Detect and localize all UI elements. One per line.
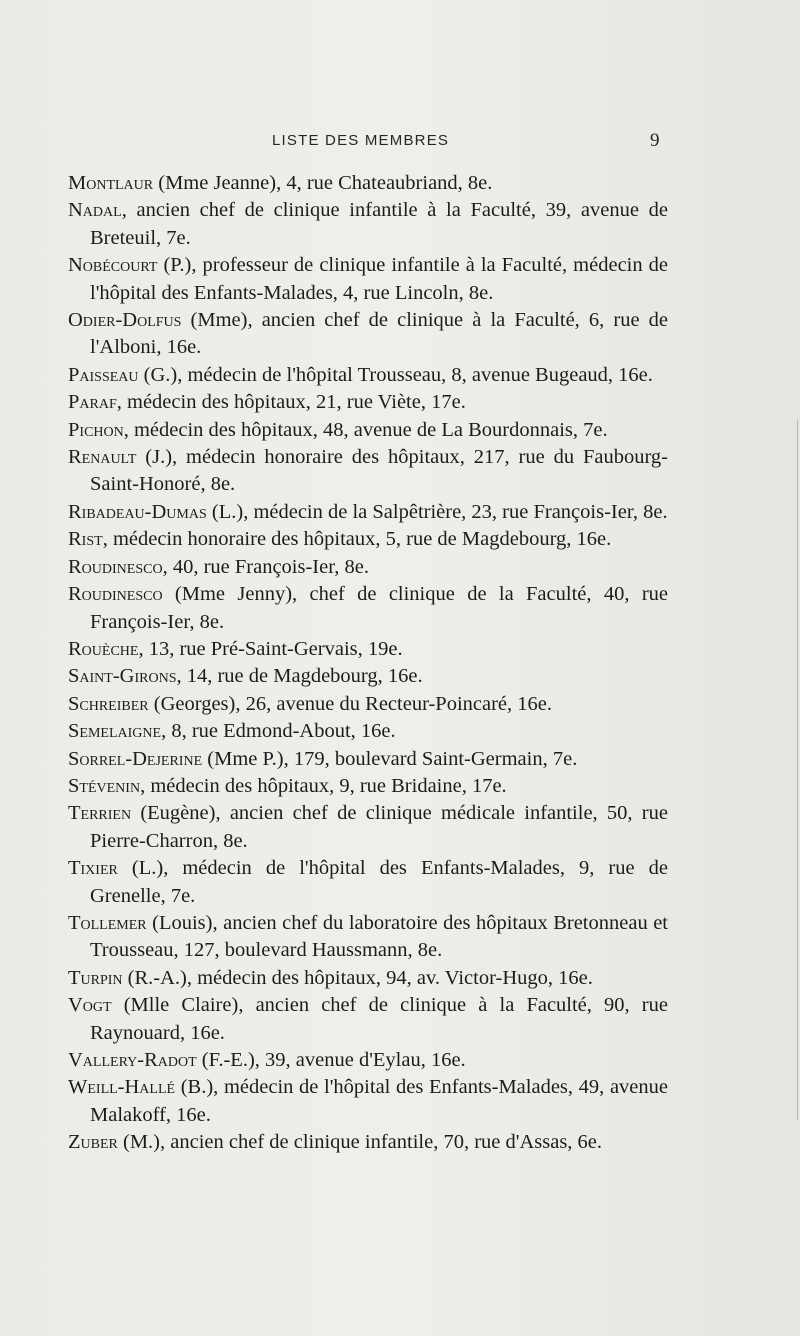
member-details: (Mme P.), 179, boulevard Saint-Germain, 7e.	[202, 747, 578, 770]
member-details: (F.-E.), 39, avenue d'Eylau, 16e.	[196, 1049, 466, 1071]
member-details: (Mme Jenny), chef de clinique de la Faculté, 40, rue François-Ier, 8e.	[90, 583, 668, 633]
member-entry	[68, 170, 668, 197]
member-details: , 14, rue de Magdebourg, 16e.	[176, 665, 423, 688]
member-name: Saint-Girons	[68, 665, 177, 688]
member-entry	[68, 526, 668, 553]
member-entry	[68, 499, 668, 526]
member-entry	[68, 197, 668, 252]
member-details: , médecin des hôpitaux, 21, rue Viète, 17e.	[116, 391, 466, 414]
member-name: Paisseau	[68, 363, 139, 386]
page-header	[0, 132, 800, 156]
member-name: Tixier	[68, 857, 118, 880]
member-name: Turpin	[68, 966, 123, 989]
member-name: Semelaigne	[68, 720, 162, 743]
member-entry	[68, 663, 668, 690]
member-details: (L.), médecin de la Salpêtrière, 23, rue François-Ier, 8e.	[206, 500, 668, 523]
member-name: Roudinesco	[68, 583, 163, 606]
member-details: (L.), médecin de l'hôpital des Enfants-Malades, 9, rue de Grenelle, 7e.	[90, 857, 668, 907]
member-entry	[68, 362, 668, 389]
member-details: (Eugène), ancien chef de clinique médicale infantile, 50, rue Pierre-Charron, 8e.	[90, 802, 668, 852]
member-details: (M.), ancien chef de clinique infantile, 70, rue d'Assas, 6e.	[117, 1131, 603, 1154]
member-entry	[68, 1129, 668, 1156]
member-name: Pichon	[68, 418, 124, 441]
member-name: Terrien	[68, 802, 132, 825]
member-entry	[68, 252, 668, 307]
member-name: Zuber	[68, 1131, 118, 1154]
member-entry	[68, 389, 668, 416]
member-details: , médecin des hôpitaux, 48, avenue de La Bourdonnais, 7e.	[123, 418, 608, 441]
member-entry	[68, 636, 668, 663]
member-details: , ancien chef de clinique infantile à la Faculté, 39, avenue de Breteuil, 7e.	[90, 199, 668, 249]
member-details: (Mlle Claire), ancien chef de clinique à la Faculté, 90, rue Raynouard, 16e.	[90, 994, 668, 1044]
member-entry	[68, 910, 668, 965]
member-details: (Mme), ancien chef de clinique à la Faculté, 6, rue de l'Alboni, 16e.	[90, 309, 668, 359]
member-name: Nobécourt	[68, 254, 158, 277]
member-name: Rouèche	[68, 637, 139, 660]
member-name: Nadal	[68, 199, 122, 222]
member-details: (Louis), ancien chef du laboratoire des hôpitaux Bretonneau et Trousseau, 127, boulevard Haussmann, 8e.	[90, 911, 668, 962]
member-entry	[68, 800, 668, 855]
member-name: Odier-Dolfus	[68, 309, 182, 332]
member-name: Rist	[68, 528, 103, 551]
member-name: Montlaur	[68, 172, 154, 194]
member-details: (R.-A.), médecin des hôpitaux, 94, av. Victor-Hugo, 16e.	[122, 966, 593, 989]
page-number: 9	[650, 130, 660, 151]
member-entry	[68, 554, 668, 581]
member-list	[68, 170, 668, 1157]
member-details: (Georges), 26, avenue du Recteur-Poincaré, 16e.	[148, 692, 553, 715]
member-name: Vallery-Radot	[68, 1049, 197, 1071]
member-details: (B.), médecin de l'hôpital des Enfants-Malades, 49, avenue Malakoff, 16e.	[90, 1076, 668, 1126]
member-name: Vogt	[68, 994, 112, 1017]
member-name: Roudinesco	[68, 555, 163, 578]
member-details: (G.), médecin de l'hôpital Trousseau, 8, avenue Bugeaud, 16e.	[138, 363, 653, 386]
member-entry	[68, 1047, 668, 1074]
member-name: Renault	[68, 446, 137, 469]
member-entry	[68, 965, 668, 992]
member-details: , médecin honoraire des hôpitaux, 5, rue de Magdebourg, 16e.	[102, 528, 612, 551]
member-details: , 13, rue Pré-Saint-Gervais, 19e.	[138, 637, 403, 660]
member-details: , médecin des hôpitaux, 9, rue Bridaine, 17e.	[140, 774, 507, 797]
member-entry	[68, 307, 668, 362]
member-details: , 40, rue François-Ier, 8e.	[162, 555, 369, 578]
member-entry	[68, 691, 668, 718]
member-details: , 8, rue Edmond-About, 16e.	[161, 720, 396, 743]
member-entry	[68, 855, 668, 910]
member-details: (J.), médecin honoraire des hôpitaux, 217, rue du Faubourg-Saint-Honoré, 8e.	[90, 446, 668, 496]
member-name: Weill-Hallé	[68, 1076, 176, 1099]
member-entry	[68, 444, 668, 499]
member-entry	[68, 417, 668, 444]
member-entry	[68, 1074, 668, 1129]
member-entry	[68, 773, 668, 800]
member-details: (P.), professeur de clinique infantile à la Faculté, médecin de l'hôpital des Enfants-Malades, 4, rue Lincoln, 8e.	[90, 254, 668, 304]
member-name: Paraf	[68, 391, 117, 414]
member-entry	[68, 718, 668, 745]
member-name: Tollemer	[68, 911, 147, 934]
member-name: Ribadeau-Dumas	[68, 500, 207, 523]
member-entry	[68, 581, 668, 636]
member-name: Stévenin	[68, 774, 141, 797]
member-name: Sorrel-Dejerine	[68, 747, 203, 770]
member-name: Schreiber	[68, 692, 149, 715]
page-edge-shadow	[797, 420, 798, 1120]
member-entry	[68, 746, 668, 773]
member-details: (Mme Jeanne), 4, rue Chateaubriand, 8e.	[153, 172, 493, 194]
running-title: LISTE DES MEMBRES	[272, 132, 450, 149]
member-entry	[68, 992, 668, 1047]
